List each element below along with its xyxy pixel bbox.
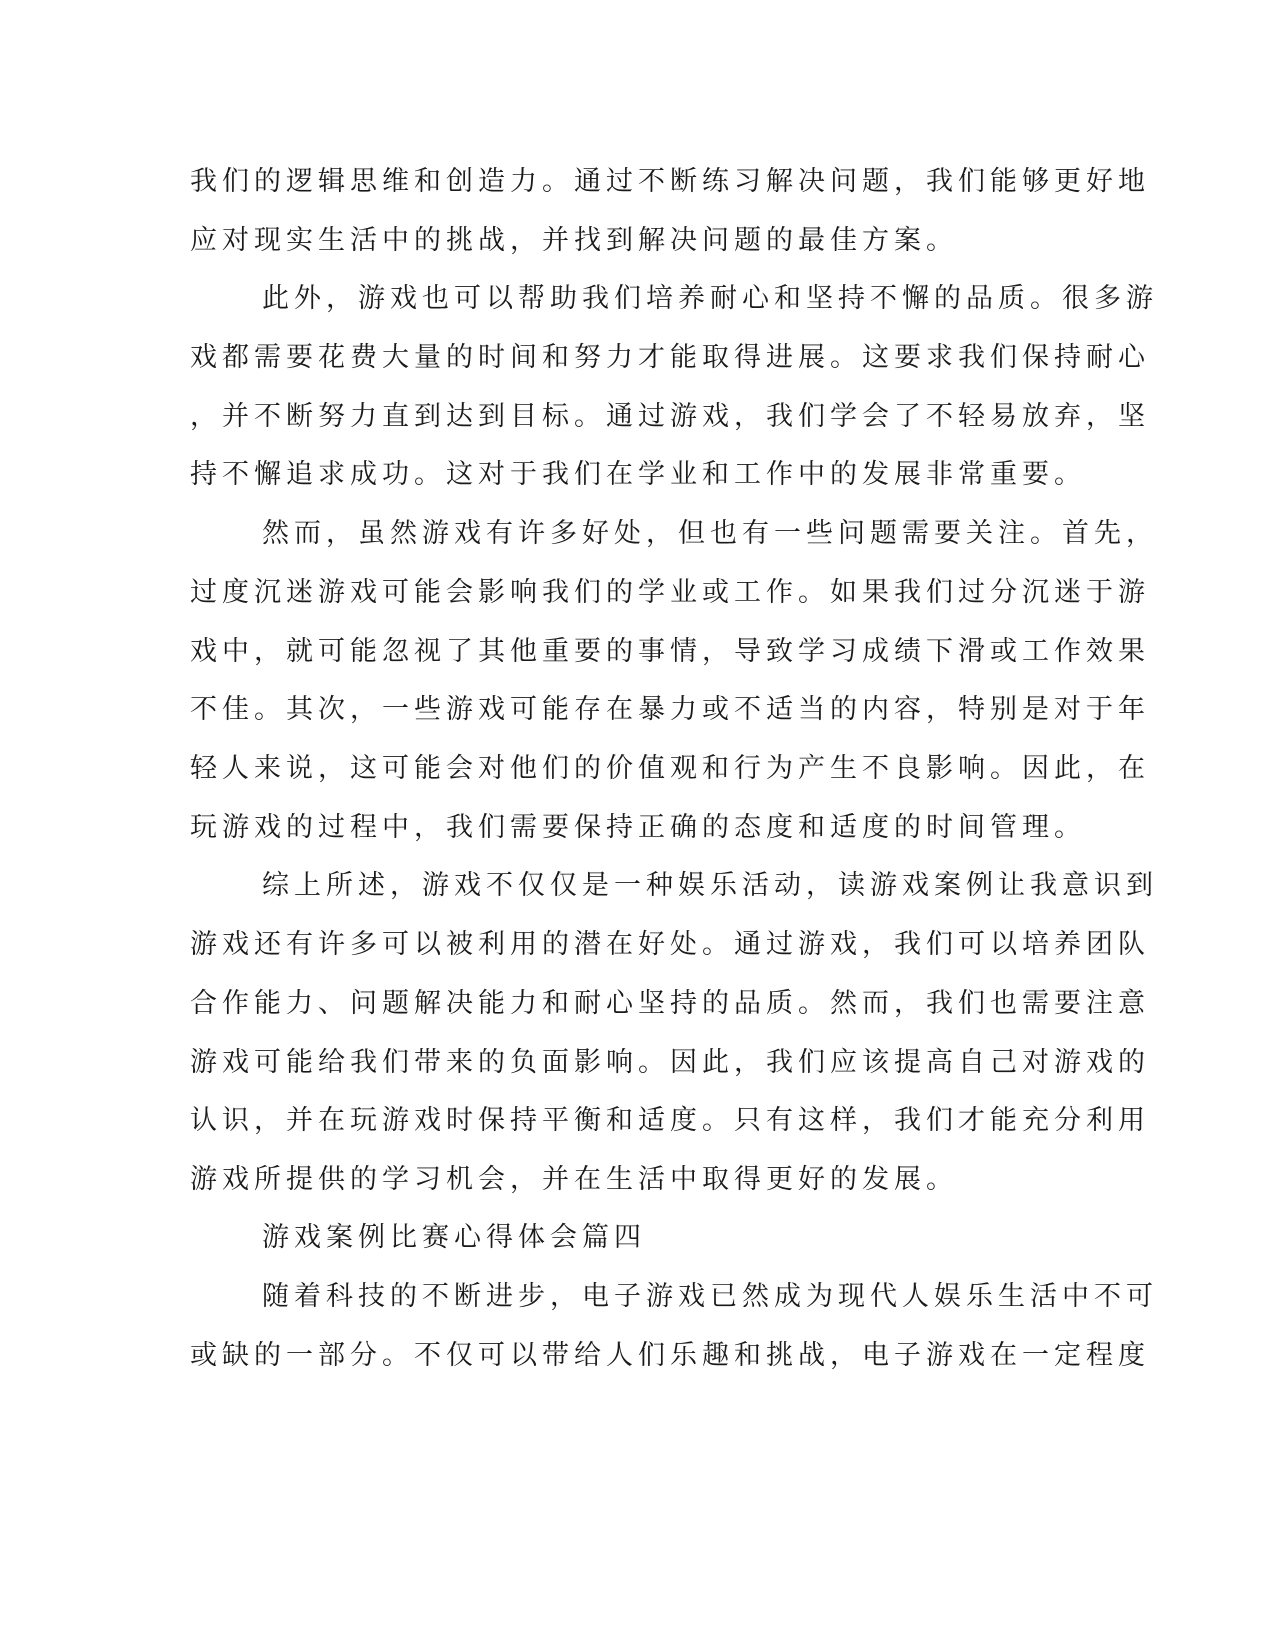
text-line: 应对现实生活中的挑战，并找到解决问题的最佳方案。: [190, 225, 958, 256]
text-line: 随着科技的不断进步，电子游戏已然成为现代人娱乐生活中不可: [262, 1281, 1158, 1312]
text-line: 此外，游戏也可以帮助我们培养耐心和坚持不懈的品质。很多游: [262, 283, 1158, 314]
text-line: 合作能力、问题解决能力和耐心坚持的品质。然而，我们也需要注意: [190, 988, 1150, 1019]
text-line: 游戏所提供的学习机会，并在生活中取得更好的发展。: [190, 1164, 958, 1195]
text-line: 玩游戏的过程中，我们需要保持正确的态度和适度的时间管理。: [190, 812, 1086, 843]
text-line: 认识，并在玩游戏时保持平衡和适度。只有这样，我们才能充分利用: [190, 1105, 1150, 1136]
text-line: 戏中，就可能忽视了其他重要的事情，导致学习成绩下滑或工作效果: [190, 636, 1150, 667]
text-line: 然而，虽然游戏有许多好处，但也有一些问题需要关注。首先，: [262, 518, 1158, 549]
section-heading: 游戏案例比赛心得体会篇四: [262, 1222, 646, 1253]
text-line: 戏都需要花费大量的时间和努力才能取得进展。这要求我们保持耐心: [190, 342, 1150, 373]
text-line: 持不懈追求成功。这对于我们在学业和工作中的发展非常重要。: [190, 459, 1086, 490]
text-line: 过度沉迷游戏可能会影响我们的学业或工作。如果我们过分沉迷于游: [190, 577, 1150, 608]
text-line: 不佳。其次，一些游戏可能存在暴力或不适当的内容，特别是对于年: [190, 694, 1150, 725]
text-line: 或缺的一部分。不仅可以带给人们乐趣和挑战，电子游戏在一定程度: [190, 1340, 1150, 1371]
text-line: 综上所述，游戏不仅仅是一种娱乐活动，读游戏案例让我意识到: [262, 870, 1158, 901]
text-line: 我们的逻辑思维和创造力。通过不断练习解决问题，我们能够更好地: [190, 166, 1150, 197]
text-line: ，并不断努力直到达到目标。通过游戏，我们学会了不轻易放弃，坚: [190, 401, 1150, 432]
text-line: 游戏可能给我们带来的负面影响。因此，我们应该提高自己对游戏的: [190, 1047, 1150, 1078]
text-line: 游戏还有许多可以被利用的潜在好处。通过游戏，我们可以培养团队: [190, 929, 1150, 960]
text-line: 轻人来说，这可能会对他们的价值观和行为产生不良影响。因此，在: [190, 753, 1150, 784]
